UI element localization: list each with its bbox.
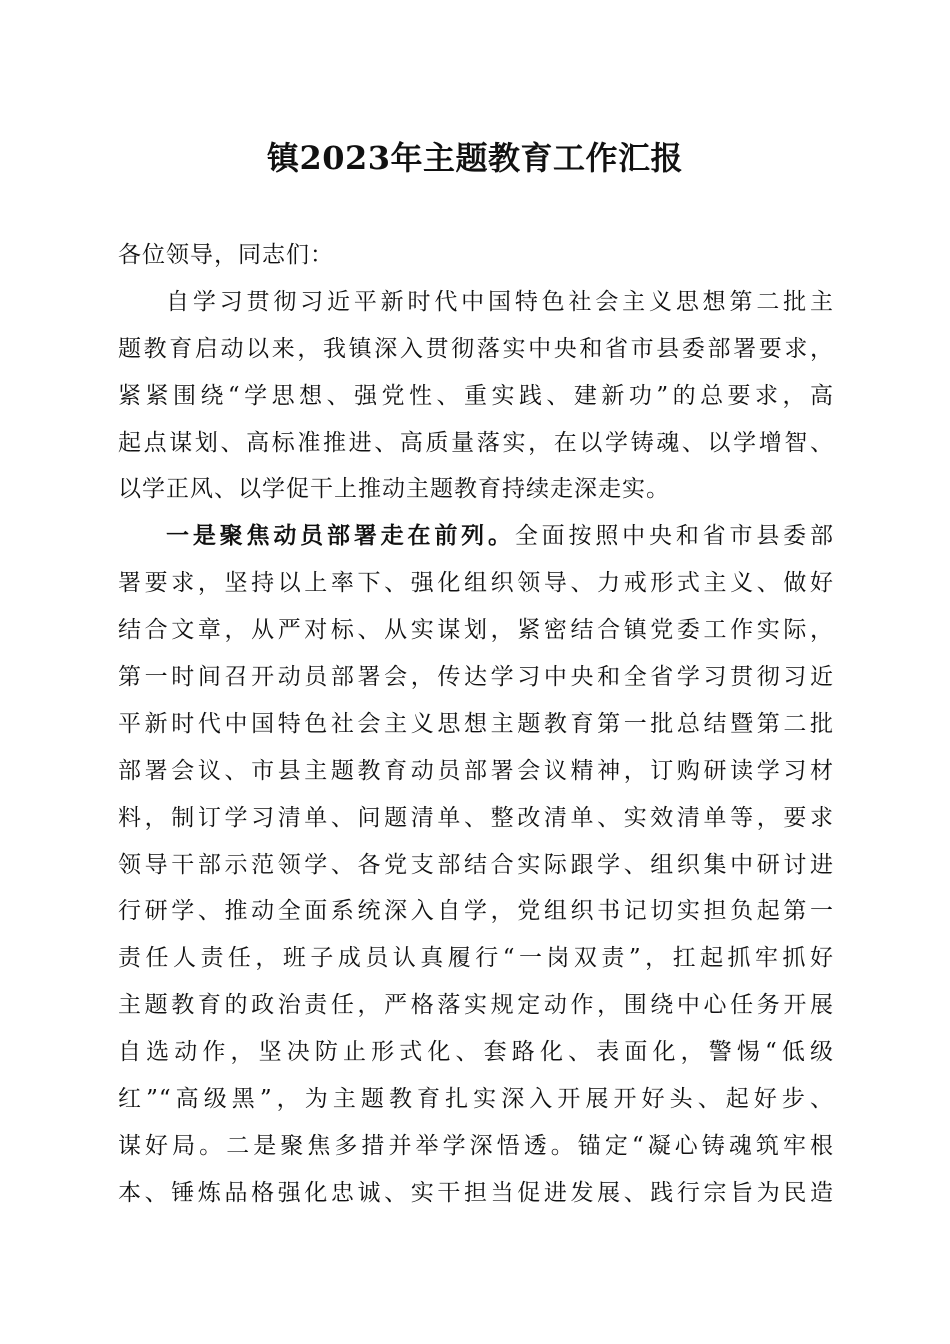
section1-line: 责任人责任，班子成员认真履行“一岗双责”，扛起抓牢抓好 <box>118 945 834 972</box>
section1-line: 谋好局。二是聚焦多措并举学深悟透。锚定“凝心铸魂筑牢根 <box>118 1132 834 1159</box>
section1-line: 部署会议、市县主题教育动员部署会议精神，订购研读学习材 <box>118 757 834 784</box>
section1-line: 平新时代中国特色社会主义思想主题教育第一批总结暨第二批 <box>118 710 834 737</box>
intro-line: 题教育启动以来，我镇深入贯彻落实中央和省市县委部署要求， <box>118 335 834 362</box>
intro-line: 以学正风、以学促干上推动主题教育持续走深走实。 <box>118 476 670 503</box>
intro-line: 起点谋划、高标准推进、高质量落实，在以学铸魂、以学增智、 <box>118 429 834 456</box>
section1-line: 第一时间召开动员部署会，传达学习中央和全省学习贯彻习近 <box>118 664 834 691</box>
document-body <box>118 232 834 1217</box>
section1-first-line <box>118 513 834 560</box>
section1-line: 自选动作，坚决防止形式化、套路化、表面化，警惕“低级 <box>118 1039 834 1066</box>
section1-line: 主题教育的政治责任，严格落实规定动作，围绕中心任务开展 <box>118 992 834 1019</box>
intro-line: 自学习贯彻习近平新时代中国特色社会主义思想第二批主 <box>166 288 834 315</box>
intro-line: 紧紧围绕“学思想、强党性、重实践、建新功”的总要求，高 <box>118 382 834 409</box>
section1-first-line-text: 全面按照中央和省市县委部 <box>514 523 834 550</box>
section1-line: 料，制订学习清单、问题清单、整改清单、实效清单等，要求 <box>118 804 834 831</box>
section1-line: 署要求，坚持以上率下、强化组织领导、力戒形式主义、做好 <box>118 570 834 597</box>
document-title: 镇2023年主题教育工作汇报 <box>266 139 684 177</box>
section1-line: 本、锤炼品格强化忠诚、实干担当促进发展、践行宗旨为民造 <box>118 1179 834 1206</box>
greeting-line: 各位领导，同志们： <box>118 242 334 268</box>
section1-line: 领导干部示范领学、各党支部结合实际跟学、组织集中研讨进 <box>118 851 834 878</box>
section1-line: 结合文章，从严对标、从实谋划，紧密结合镇党委工作实际， <box>118 617 834 644</box>
section1-line: 行研学、推动全面系统深入自学，党组织书记切实担负起第一 <box>118 898 834 925</box>
section1-heading: 一是聚焦动员部署走在前列。 <box>166 522 515 550</box>
section1-line: 红”“高级黑”，为主题教育扎实深入开展开好头、起好步、 <box>118 1086 834 1113</box>
